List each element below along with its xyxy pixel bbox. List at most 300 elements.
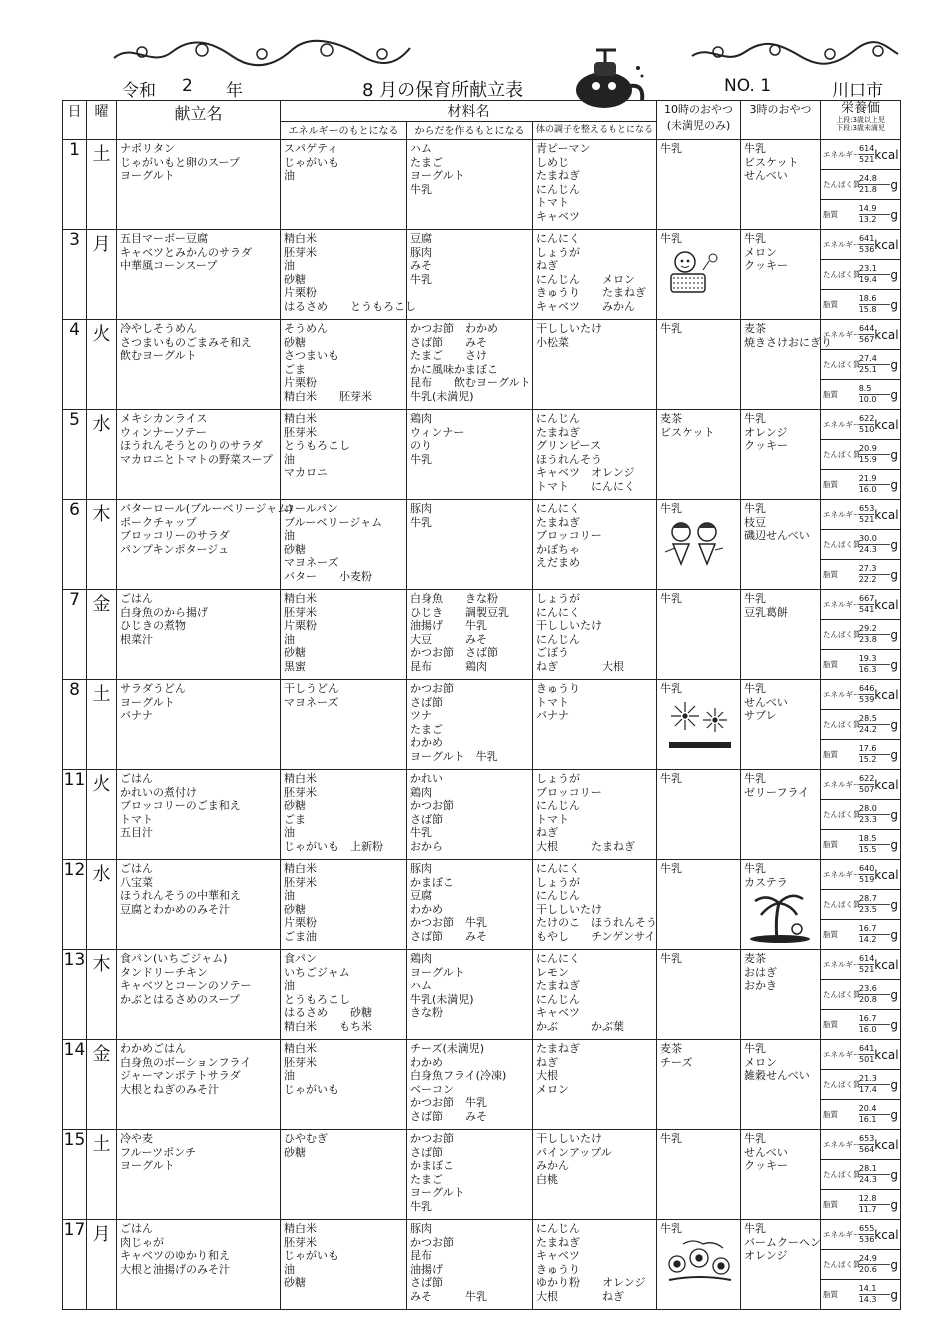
- energy-ingredients-cell: [281, 860, 407, 950]
- body-ingredients: [407, 950, 532, 1020]
- day-of-week: 火: [87, 770, 117, 860]
- energy-ingredients-line: マヨネーズ: [284, 556, 339, 570]
- condition-ingredients-line: ねぎ 大根: [536, 659, 624, 673]
- body-ingredients-line: わかめ: [410, 902, 443, 916]
- nutrition-box: [821, 410, 900, 499]
- nutrition-unit: kcal: [874, 687, 899, 702]
- value-upper: 646: [859, 684, 875, 693]
- menu-items-line: キャベツとみかんのサラダ: [120, 245, 252, 259]
- menu-row: [63, 140, 901, 230]
- nutrition-energy-row: [821, 140, 900, 170]
- menu-row: [63, 770, 901, 860]
- value-lower: 521: [859, 965, 875, 974]
- snack10: [657, 950, 740, 966]
- condition-ingredients-line: トマト: [536, 812, 569, 826]
- day-number: 8: [63, 680, 87, 770]
- value-lower: 25.1: [859, 365, 877, 374]
- nutrition-fat-row: [821, 380, 900, 409]
- sheet-number: NO. 1: [724, 76, 772, 96]
- energy-ingredients-line: ごま: [284, 362, 306, 376]
- day-number: 15: [63, 1130, 87, 1220]
- menu-items-line: ほうれんそうの中華和え: [120, 889, 241, 903]
- condition-ingredients-line: 小松菜: [536, 335, 569, 349]
- value-lower: 521: [859, 155, 875, 164]
- energy-ingredients: [281, 1040, 406, 1096]
- value-upper: 653: [859, 1134, 875, 1143]
- snack3: [741, 1220, 820, 1263]
- header-nutrition-lower: 下段:3歳未満児: [836, 124, 885, 132]
- menu-items-line: パンプキンポタージュ: [120, 542, 230, 556]
- snack3: [741, 410, 820, 453]
- nutrition-unit: g: [890, 717, 899, 732]
- body-ingredients: [407, 590, 532, 674]
- snack3-cell: [741, 950, 821, 1040]
- body-ingredients-line: 牛乳(未満児): [410, 992, 474, 1006]
- snack3-line: クッキー: [744, 259, 789, 273]
- nutrition-values: [859, 414, 874, 435]
- nutrition-values: [859, 294, 891, 315]
- menu-items-cell: [117, 950, 281, 1040]
- nutrition-values: [859, 324, 874, 345]
- condition-ingredients-line: えだまめ: [536, 556, 580, 570]
- header-row: [62, 76, 900, 101]
- value-upper: 16.7: [859, 1014, 891, 1025]
- snack3: [741, 860, 820, 889]
- nutrition-values: [859, 834, 891, 855]
- nutrition-label: エネルギー: [823, 870, 861, 879]
- body-ingredients-line: ひじき 調製豆乳: [410, 605, 509, 619]
- nutrition-label: エネルギー: [823, 690, 861, 699]
- nutrition-values: [859, 474, 891, 495]
- flowers-illustration: [657, 1236, 740, 1292]
- day-of-week: 月: [87, 230, 117, 320]
- day-of-week: 月: [87, 1220, 117, 1310]
- energy-ingredients-cell: [281, 500, 407, 590]
- condition-ingredients-line: グリンピース: [536, 439, 602, 453]
- body-ingredients-line: 牛乳: [410, 272, 432, 286]
- nutrition-label: 脂質: [823, 300, 839, 309]
- energy-ingredients: [281, 1220, 406, 1290]
- nutrition-values: [859, 234, 874, 255]
- snack3-cell: [741, 1040, 821, 1130]
- condition-ingredients-line: しょうが: [536, 245, 580, 259]
- value-lower: 521: [859, 515, 875, 524]
- menu-items-cell: [117, 410, 281, 500]
- value-lower: 13.2: [858, 215, 877, 224]
- energy-ingredients-line: 油: [284, 259, 295, 273]
- energy-ingredients: [281, 140, 406, 183]
- snack3: [741, 140, 820, 183]
- body-ingredients-line: ベーコン: [410, 1082, 454, 1096]
- body-ingredients-line: 昆布 飲むヨーグルト: [410, 376, 531, 390]
- body-ingredients-cell: [407, 230, 533, 320]
- value-upper: 653: [859, 504, 875, 513]
- value-lower: 501: [859, 1055, 875, 1064]
- header-day: 日: [63, 101, 87, 140]
- nutrition-label: 脂質: [823, 750, 839, 759]
- body-ingredients-cell: [407, 590, 533, 680]
- value-lower: 539: [859, 695, 875, 704]
- nutrition-energy-row: [821, 950, 900, 980]
- snack3-line: サブレ: [744, 709, 777, 723]
- snack10-cell: [657, 680, 741, 770]
- value-lower: 23.8: [859, 635, 877, 644]
- nutrition-unit: kcal: [874, 777, 899, 792]
- day-number: 17: [63, 1220, 87, 1310]
- body-ingredients-line: わかめ: [410, 1055, 443, 1069]
- condition-ingredients-line: しめじ: [536, 155, 569, 169]
- menu-items-line: ブロッコリーのごま和え: [120, 799, 241, 813]
- nutrition-protein-row: [821, 1160, 900, 1190]
- energy-ingredients-line: 胚芽米: [284, 875, 317, 889]
- nutrition-energy-row: [821, 1040, 900, 1070]
- menu-items-line: ヨーグルト: [120, 1159, 175, 1173]
- menu-row: [63, 1220, 901, 1310]
- snack3-cell: [741, 140, 821, 230]
- energy-ingredients-line: じゃがいも: [284, 155, 339, 169]
- body-ingredients-line: 昆布: [410, 1249, 432, 1263]
- menu-items-line: ごはん: [120, 772, 153, 785]
- snack3-line: 牛乳: [744, 1222, 767, 1235]
- body-ingredients-line: きな粉: [410, 1006, 443, 1020]
- value-lower: 15.5: [858, 845, 877, 854]
- condition-ingredients-line: ほうれんそう: [536, 452, 602, 466]
- palm-tree-illustration: [741, 889, 820, 947]
- nutrition-protein-row: [821, 620, 900, 650]
- menu-items-line: 白身魚のから揚げ: [120, 605, 208, 619]
- energy-ingredients-line: 油: [284, 632, 295, 646]
- value-upper: 28.0: [859, 804, 890, 815]
- nutrition-unit: g: [890, 897, 899, 912]
- nutrition-label: たんぱく質: [823, 270, 861, 279]
- value-lower: 11.7: [858, 1205, 877, 1214]
- menu-items-line: サラダうどん: [120, 682, 186, 695]
- energy-ingredients-cell: [281, 1040, 407, 1130]
- menu-items-line: ごはん: [120, 862, 153, 875]
- body-ingredients: [407, 320, 532, 404]
- menu-table: [62, 100, 901, 1310]
- snack3-line: せんべい: [744, 169, 788, 183]
- condition-ingredients-line: キャベツ: [536, 209, 580, 223]
- menu-items-line: 冷やしそうめん: [120, 322, 197, 335]
- value-lower: 15.8: [858, 305, 877, 314]
- nutrition-values: [859, 714, 890, 735]
- body-ingredients: [407, 230, 532, 286]
- snack10: [657, 680, 740, 696]
- nutrition-energy-row: [821, 320, 900, 350]
- snack10-line: 麦茶: [660, 412, 683, 425]
- body-ingredients-line: かつお節: [410, 682, 454, 695]
- nutrition-values: [859, 594, 874, 615]
- body-ingredients: [407, 1040, 532, 1124]
- header-nutrition-upper: 上段:3歳以上児: [836, 116, 885, 124]
- nutrition-box: [821, 770, 900, 859]
- condition-ingredients-cell: [533, 410, 657, 500]
- snack3-line: メロン: [744, 245, 778, 259]
- nutrition-box: [821, 1130, 900, 1219]
- menu-items-line: じゃがいもと卵のスープ: [120, 155, 240, 169]
- snack10: [657, 860, 740, 876]
- day-of-week: 木: [87, 500, 117, 590]
- menu-items-line: バターロール(ブルーベリージャム): [120, 502, 293, 515]
- nutrition-unit: g: [890, 1077, 899, 1092]
- snack10: [657, 1220, 740, 1236]
- energy-ingredients-line: 油: [284, 529, 295, 543]
- energy-ingredients-cell: [281, 230, 416, 320]
- energy-ingredients-line: 黒蜜: [284, 659, 306, 673]
- snack3-cell: [741, 590, 821, 680]
- nutrition-protein-row: [821, 800, 900, 830]
- energy-ingredients-line: 精白米: [284, 1222, 317, 1235]
- menu-items-line: かぶとはるさめのスープ: [120, 992, 240, 1006]
- nutrition-energy-row: [821, 1130, 900, 1160]
- condition-ingredients-line: ねぎ: [536, 259, 558, 273]
- energy-ingredients-cell: [281, 320, 407, 410]
- value-upper: 644: [859, 324, 875, 333]
- body-ingredients-line: ヨーグルト: [410, 169, 465, 183]
- value-upper: 14.9: [859, 204, 891, 215]
- condition-ingredients-cell: [533, 680, 657, 770]
- menu-items: [117, 410, 280, 466]
- snack3-line: クッキー: [744, 439, 789, 453]
- body-ingredients-line: たまご: [410, 155, 443, 169]
- nutrition-unit: g: [890, 207, 899, 222]
- snack3-line: おはぎ: [744, 965, 778, 979]
- snack10-line: 牛乳: [660, 142, 683, 155]
- nutrition-box: [821, 860, 900, 949]
- condition-ingredients-line: にんじん: [536, 412, 580, 425]
- nutrition-values: [859, 384, 891, 405]
- snack3-cell: [741, 230, 821, 320]
- menu-items-cell: [117, 860, 281, 950]
- nutrition-energy-row: [821, 500, 900, 530]
- nutrition-cell: [821, 770, 901, 860]
- header-nutrition: [821, 101, 901, 140]
- snack10-line: 牛乳: [660, 772, 683, 785]
- body-ingredients-line: さば節: [410, 1145, 443, 1159]
- nutrition-unit: g: [890, 477, 899, 492]
- nutrition-values: [859, 954, 874, 975]
- energy-ingredients-line: はるさめ 砂糖: [284, 1006, 372, 1020]
- menu-row: [63, 410, 901, 500]
- nutrition-fat-row: [821, 740, 900, 769]
- body-ingredients-line: さば節: [410, 812, 443, 826]
- nutrition-label: 脂質: [823, 1200, 839, 1209]
- energy-ingredients-line: いちごジャム: [284, 965, 350, 979]
- condition-ingredients-line: キャベツ: [536, 1006, 580, 1020]
- nutrition-values: [859, 1074, 890, 1095]
- condition-ingredients: [533, 230, 656, 314]
- energy-ingredients-line: 砂糖: [284, 646, 306, 660]
- energy-ingredients-line: マヨネーズ: [284, 695, 339, 709]
- day-number: 5: [63, 410, 87, 500]
- header-ingredients: 材料名: [281, 101, 657, 122]
- nutrition-unit: g: [890, 1197, 899, 1212]
- menu-items-line: 根菜汁: [120, 632, 153, 646]
- fireworks-illustration: [657, 696, 740, 756]
- nutrition-values: [859, 774, 874, 795]
- value-upper: 18.5: [859, 834, 891, 845]
- menu-items: [117, 950, 280, 1006]
- condition-ingredients-cell: [533, 230, 657, 320]
- nutrition-fat-row: [821, 290, 900, 319]
- nutrition-values: [859, 654, 891, 675]
- body-ingredients: [407, 770, 532, 854]
- menu-items-line: ヨーグルト: [120, 695, 175, 709]
- energy-ingredients-line: 油: [284, 169, 295, 183]
- nutrition-unit: g: [890, 837, 899, 852]
- menu-items-cell: [117, 320, 281, 410]
- condition-ingredients-line: しょうが: [536, 875, 580, 889]
- nutrition-fat-row: [821, 200, 900, 229]
- menu-row: [63, 590, 901, 680]
- body-ingredients-cell: [407, 1040, 533, 1130]
- header-snack3: 3時のおやつ: [741, 101, 821, 140]
- energy-ingredients-line: 砂糖: [284, 799, 306, 813]
- snack3-line: 枝豆: [744, 515, 767, 529]
- nutrition-label: エネルギー: [823, 420, 861, 429]
- header-snack10-line1: 10時のおやつ: [664, 103, 734, 116]
- body-ingredients-line: ヨーグルト 牛乳: [410, 749, 498, 763]
- menu-items-line: メキシカンライス: [120, 412, 208, 425]
- nutrition-box: [821, 1220, 900, 1309]
- energy-ingredients-line: ブルーベリージャム: [284, 515, 383, 529]
- menu-table-body: [63, 140, 901, 1310]
- energy-ingredients: [281, 590, 406, 674]
- menu-items-line: 八宝菜: [120, 875, 153, 889]
- nutrition-values: [859, 1104, 891, 1125]
- nutrition-unit: g: [890, 987, 899, 1002]
- body-ingredients-cell: [407, 680, 533, 770]
- nutrition-cell: [821, 1040, 901, 1130]
- value-upper: 16.7: [859, 924, 891, 935]
- energy-ingredients-line: 食パン: [284, 952, 317, 965]
- header-snack10-line2: (未満児のみ): [666, 119, 731, 132]
- nutrition-fat-row: [821, 560, 900, 589]
- condition-ingredients-line: みかん: [536, 1159, 569, 1173]
- nutrition-values: [859, 894, 890, 915]
- day-number: 12: [63, 860, 87, 950]
- body-ingredients-line: 牛乳: [410, 452, 432, 466]
- menu-items: [117, 140, 280, 183]
- nutrition-values: [859, 264, 890, 285]
- value-lower: 10.0: [858, 395, 877, 404]
- nutrition-unit: g: [890, 807, 899, 822]
- condition-ingredients-cell: [533, 320, 657, 410]
- energy-ingredients: [281, 500, 406, 584]
- menu-items-line: かれいの煮付け: [120, 785, 197, 799]
- snack3: [741, 320, 833, 349]
- nutrition-energy-row: [821, 410, 900, 440]
- energy-ingredients: [281, 680, 406, 709]
- value-upper: 614: [859, 144, 875, 153]
- condition-ingredients-line: にんにく: [536, 502, 580, 515]
- nutrition-energy-row: [821, 590, 900, 620]
- energy-ingredients-line: マカロニ: [284, 466, 328, 480]
- snack10-line: 牛乳: [660, 862, 683, 875]
- energy-ingredients-line: 油: [284, 826, 295, 840]
- snack10-line: 牛乳: [660, 1132, 683, 1145]
- snack3: [741, 500, 820, 543]
- snack3-line: 麦茶: [744, 322, 767, 335]
- energy-ingredients-cell: [281, 950, 407, 1040]
- energy-ingredients-line: 片栗粉: [284, 916, 317, 930]
- menu-items-cell: [117, 1220, 281, 1310]
- energy-ingredients-line: 片栗粉: [284, 619, 317, 633]
- energy-ingredients: [281, 410, 406, 480]
- energy-ingredients-line: ひやむぎ: [284, 1132, 328, 1145]
- nutrition-box: [821, 140, 900, 229]
- nutrition-label: たんぱく質: [823, 810, 861, 819]
- snack10-cell: [657, 860, 741, 950]
- snack10-cell: [657, 1220, 741, 1310]
- value-upper: 614: [859, 954, 875, 963]
- body-ingredients-line: 大豆 みそ: [410, 632, 487, 646]
- nutrition-values: [859, 144, 874, 165]
- condition-ingredients-line: にんじん: [536, 182, 580, 196]
- value-upper: 640: [859, 864, 875, 873]
- body-ingredients: [407, 140, 532, 196]
- body-ingredients-line: たまご: [410, 722, 443, 736]
- energy-ingredients-line: 干しうどん: [284, 682, 339, 695]
- body-ingredients-line: さば節 みそ: [410, 335, 487, 349]
- body-ingredients-line: 牛乳: [410, 826, 432, 840]
- nutrition-label: たんぱく質: [823, 1080, 861, 1089]
- value-upper: 12.8: [859, 1194, 891, 1205]
- snack3-line: カステラ: [744, 875, 788, 889]
- body-ingredients-cell: [407, 860, 533, 950]
- body-ingredients-line: かつお節: [410, 1235, 454, 1249]
- snack3: [741, 770, 820, 799]
- condition-ingredients-line: にんじん: [536, 632, 580, 646]
- value-upper: 24.9: [859, 1254, 890, 1265]
- menu-items-cell: [117, 140, 281, 230]
- menu-items-line: トマト: [120, 812, 153, 826]
- nutrition-box: [821, 230, 900, 319]
- day-of-week: 木: [87, 950, 117, 1040]
- snack3-line: オレンジ: [744, 425, 788, 439]
- snack3-line: ビスケット: [744, 155, 799, 169]
- condition-ingredients-line: 干ししいたけ: [536, 619, 602, 633]
- nutrition-unit: g: [890, 1287, 899, 1302]
- energy-ingredients-line: ロールパン: [284, 502, 339, 515]
- energy-ingredients-line: 片栗粉: [284, 286, 317, 300]
- nutrition-label: たんぱく質: [823, 180, 861, 189]
- snack10-line: チーズ: [660, 1055, 693, 1069]
- body-ingredients-line: ヨーグルト: [410, 965, 465, 979]
- value-upper: 667: [859, 594, 875, 603]
- body-ingredients-cell: [407, 140, 533, 230]
- nutrition-unit: kcal: [874, 507, 899, 522]
- condition-ingredients-line: キャベツ みかん: [536, 299, 635, 313]
- energy-ingredients-line: ごま油: [284, 929, 317, 943]
- body-ingredients-line: さば節: [410, 695, 443, 709]
- value-lower: 17.4: [859, 1085, 877, 1094]
- menu-items-line: ブロッコリーのサラダ: [120, 529, 230, 543]
- nutrition-cell: [821, 1220, 901, 1310]
- condition-ingredients-line: ブロッコリー: [536, 785, 602, 799]
- nutrition-protein-row: [821, 530, 900, 560]
- energy-ingredients-line: 胚芽米: [284, 785, 317, 799]
- snack3-cell: [741, 1130, 821, 1220]
- menu-items-cell: [117, 680, 281, 770]
- body-ingredients-cell: [407, 950, 533, 1040]
- body-ingredients-line: ツナ: [410, 709, 432, 723]
- energy-ingredients-line: はるさめ とうもろこし: [284, 299, 416, 313]
- nutrition-cell: [821, 230, 901, 320]
- energy-ingredients-line: 胚芽米: [284, 245, 317, 259]
- snack3-cell: [741, 860, 821, 950]
